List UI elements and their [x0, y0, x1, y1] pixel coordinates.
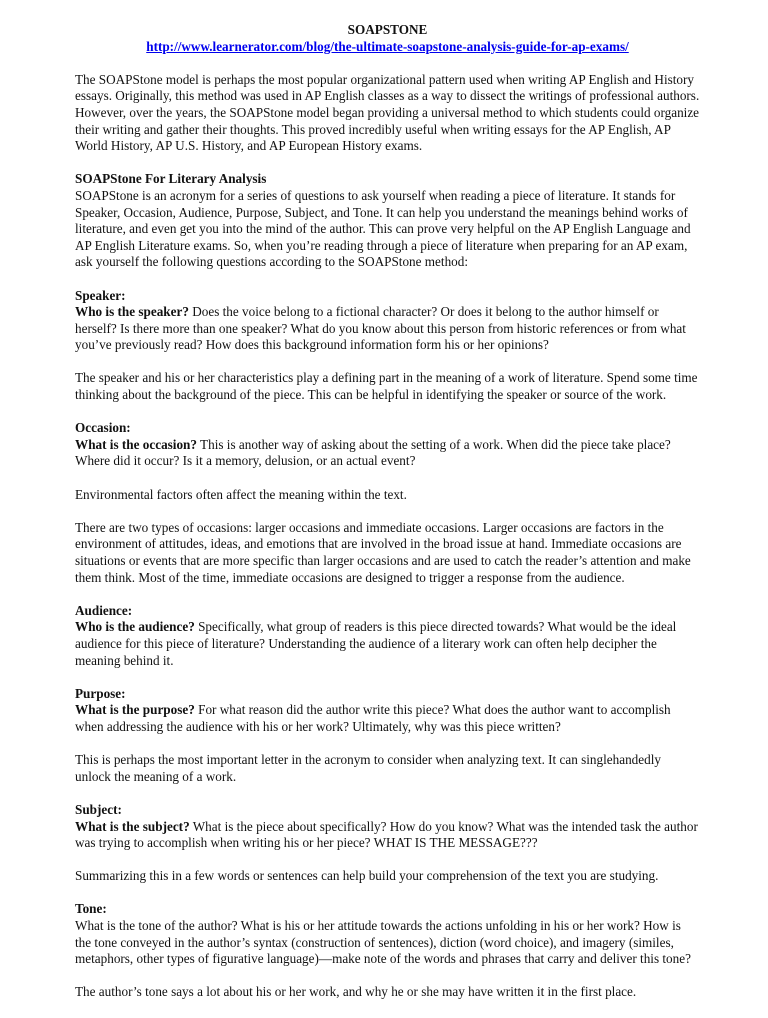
occasion-heading: Occasion: — [75, 420, 131, 436]
occasion-question: What is the occasion? — [75, 436, 197, 452]
audience-section — [75, 603, 700, 669]
purpose-text: For what reason did the author write this piece? What does the author want to accomplish when addressing the audience with his or her work? Ultimately, why was this piece written? — [75, 702, 671, 734]
subject-question: What is the subject? — [75, 818, 190, 834]
purpose-heading: Purpose: — [75, 685, 126, 701]
tone-heading: Tone: — [75, 901, 107, 917]
occasion-text: This is another way of asking about the setting of a work. When did the piece take place? Where did it occur? Is it a memory, delusion, or an actual event? — [75, 436, 671, 469]
literary-section — [75, 171, 700, 271]
intro-paragraph: The SOAPStone model is perhaps the most popular organizational pattern used when writing AP English and History essays. Originally, this method was used in AP English classes as a way to dissect the writings of professional authors. However, over the years, the SOAPStone model began providing a universal method to which students could organize their writing and gather their thoughts. This proved incredibly useful when writing essays for the AP English, AP World History, AP U.S. History, and AP European History exams. — [75, 71, 700, 154]
tone-paragraph-2: The author’s tone says a lot about his or her work, and why he or she may have written it in the first place. — [75, 984, 637, 1000]
tone-text: What is the tone of the author? What is his or her attitude towards the actions unfolding in his or her work? How is the tone conveyed in the author’s syntax (construction of sentences), diction (word choice), and imagery (similes, metaphors, other types of figurative language)—make note of the words and phrases that carry and deliver this tone? — [75, 918, 691, 967]
occasion-section — [75, 420, 700, 470]
audience-heading: Audience: — [75, 602, 133, 618]
subject-section — [75, 802, 700, 852]
audience-question: Who is the audience? — [75, 619, 195, 635]
occasion-paragraph-2: Environmental factors often affect the meaning within the text. — [75, 486, 407, 502]
subject-paragraph-2: Summarizing this in a few words or sentences can help build your comprehension of the text you are studying. — [75, 868, 659, 884]
purpose-question: What is the purpose? — [75, 702, 195, 718]
document-page — [75, 22, 700, 1018]
literary-text: SOAPStone is an acronym for a series of questions to ask yourself when reading a piece of literature. It stands for Speaker, Occasion, Audience, Purpose, Subject, and Tone. It can help you understand the meanings behind works of literature, and even get you into the mind of the author. This can prove very helpful on the AP English Language and AP English Literature exams. So, when you’re reading through a piece of literature when preparing for an AP exam, ask yourself the following questions according to the SOAPStone method: — [75, 187, 691, 270]
speaker-paragraph-2: The speaker and his or her characteristics play a defining part in the meaning of a work of literature. Spend some time thinking about the background of the piece. This can be helpful in identifying the speaker or source of the work. — [75, 370, 698, 403]
audience-text: Specifically, what group of readers is this piece directed towards? What would be the ideal audience for this piece of literature? Understanding the audience of a literary work can often help decipher the meaning behind it. — [75, 619, 677, 668]
purpose-section — [75, 686, 700, 736]
speaker-heading: Speaker: — [75, 287, 126, 303]
literary-heading: SOAPStone For Literary Analysis — [75, 171, 267, 187]
subject-text: What is the piece about specifically? How do you know? What was the intended task the author was trying to accomplish when writing his or her piece? WHAT IS THE MESSAGE??? — [75, 818, 698, 851]
purpose-paragraph-2: This is perhaps the most important letter in the acronym to consider when analyzing text. It can singlehandedly unlock the meaning of a work. — [75, 752, 661, 784]
occasion-paragraph-3: There are two types of occasions: larger occasions and immediate occasions. Larger occasions are factors in the environment of attitudes, ideas, and emotions that are involved in the broad issue at hand. Immediate occasions are situations or events that are more specific than larger occasions and are used to catch the reader’s attention and make them think. Most of the time, immediate occasions are designed to trigger a response from the audience. — [75, 519, 691, 585]
speaker-question: Who is the speaker? — [75, 304, 189, 320]
speaker-section — [75, 288, 700, 354]
document-title: SOAPSTONE — [347, 22, 428, 37]
speaker-text: Does the voice belong to a fictional character? Or does it belong to the author himself or herself? Is there more than one speaker? What do you know about this person from historic references or from what you’ve previously read? How does this background information form his or her opinions? — [75, 304, 686, 353]
tone-section — [75, 901, 700, 967]
source-link[interactable]: http://www.learnerator.com/blog/the-ultimate-soapstone-analysis-guide-for-ap-exams/ — [146, 38, 629, 54]
subject-heading: Subject: — [75, 801, 122, 817]
